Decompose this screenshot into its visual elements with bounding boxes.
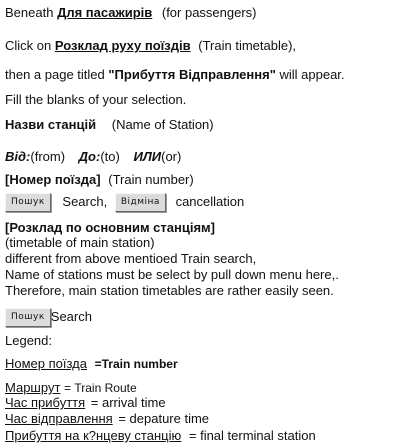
then-text: then a page titled	[5, 67, 105, 82]
train-number-row	[5, 172, 194, 187]
or-label: ИЛИ	[133, 149, 162, 164]
main-station-line-1: (timetable of main station)	[5, 235, 155, 250]
search-cancel-row	[5, 192, 244, 212]
cancellation-text: cancellation	[175, 194, 245, 209]
from-to-or-row	[5, 149, 181, 164]
intro-line-2	[5, 38, 296, 53]
search-text: Search,	[62, 194, 108, 209]
legend-departure-def: = depature time	[118, 411, 210, 426]
legend-route-def: = Train Route	[64, 381, 137, 395]
main-station-line-4: Therefore, main station timetables are rather easily seen.	[5, 283, 334, 298]
main-station-line-3: Name of stations must be select by pull down menu here,.	[5, 267, 339, 282]
train-number-translation: (Train number)	[108, 172, 194, 187]
page-title-quote: "Прибуття Відправлення"	[108, 67, 276, 82]
legend-train-number-term: Номер поїзда	[5, 356, 87, 371]
click-on-text: Click on	[5, 38, 52, 53]
beneath-text: Beneath	[5, 5, 54, 20]
main-search-row	[5, 307, 92, 327]
legend-final-station	[5, 428, 316, 443]
legend-train-number	[5, 356, 178, 372]
station-names-label: Назви станцій	[5, 117, 97, 132]
legend-title: Legend:	[5, 333, 52, 348]
search-button[interactable]: Пошук	[5, 193, 51, 212]
cancel-button[interactable]: Відміна	[115, 193, 166, 212]
timetable-link[interactable]: Розклад руху поїздів	[54, 38, 191, 53]
station-names-translation: (Name of Station)	[111, 117, 214, 132]
station-names-row	[5, 117, 214, 132]
legend-final-def: = final terminal station	[188, 428, 316, 443]
will-appear-text: will appear.	[279, 67, 345, 82]
from-label: Від:	[5, 149, 31, 164]
legend-arrival-def: = arrival time	[90, 395, 166, 410]
train-number-label: [Номер поїзда]	[5, 172, 101, 187]
main-station-search-button[interactable]: Пошук	[5, 308, 51, 327]
intro-line-3	[5, 67, 345, 82]
to-label: До:	[78, 149, 101, 164]
legend-arrival	[5, 395, 166, 410]
from-translation: (from)	[30, 149, 66, 164]
fill-blanks-text: Fill the blanks of your selection.	[5, 92, 187, 107]
legend-departure-term: Час відправлення	[5, 411, 113, 426]
legend-train-number-def: =Train number	[94, 357, 178, 371]
passengers-link[interactable]: Для пасажирів	[57, 5, 153, 20]
main-station-line-2: different from above mentioed Train search,	[5, 251, 257, 266]
legend-final-term: Прибуття на к?нцеву станцію	[5, 428, 182, 443]
passengers-translation: (for passengers)	[161, 5, 257, 20]
main-search-text: Search	[50, 309, 92, 324]
to-translation: (to)	[100, 149, 120, 164]
timetable-translation: (Train timetable),	[198, 38, 297, 53]
legend-route-term: Маршрут	[5, 380, 61, 395]
legend-route	[5, 380, 137, 396]
main-station-label: [Розклад по основним станціям]	[5, 220, 215, 235]
legend-arrival-term: Час прибуття	[5, 395, 86, 410]
intro-line-1	[5, 5, 257, 20]
or-translation: (or)	[161, 149, 182, 164]
legend-departure	[5, 411, 209, 426]
